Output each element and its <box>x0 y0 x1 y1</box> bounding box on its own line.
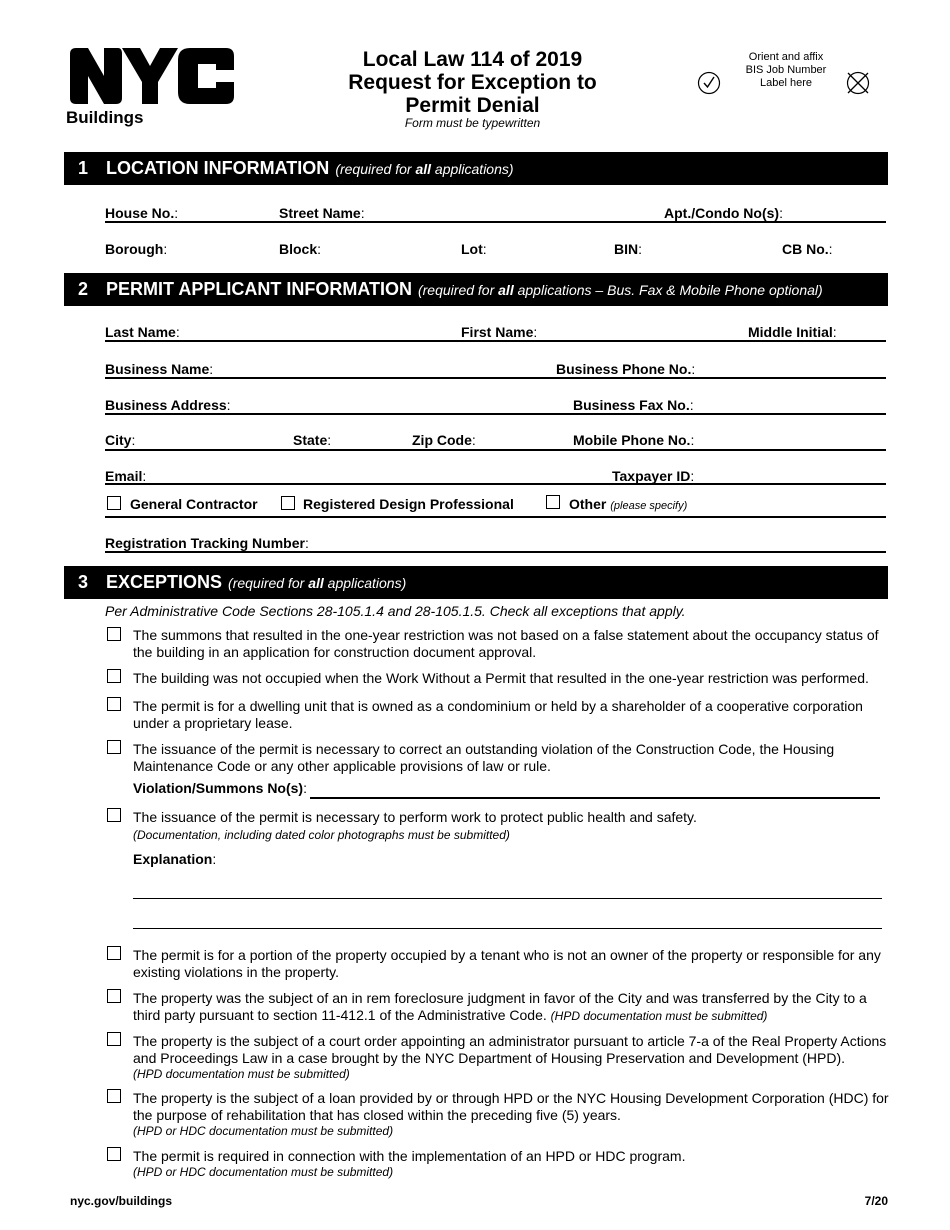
business-fax-label: Business Fax No.: <box>573 397 694 413</box>
explanation-label: Explanation: <box>133 851 217 867</box>
form-subtitle: Form must be typewritten <box>404 116 541 130</box>
exceptions-intro: Per Administrative Code Sections 28-105.1.4 and 28-105.1.5. Check all exceptions that apply. <box>105 603 686 619</box>
city-line[interactable] <box>105 449 886 451</box>
label-note-line: BIS Job Number <box>745 64 827 76</box>
zip-code-label: Zip Code: <box>412 432 476 448</box>
city-label: City: <box>105 432 136 448</box>
violation-summons-line[interactable] <box>310 797 880 799</box>
other-label: Other (please specify) <box>569 496 688 512</box>
general-contractor-label: General Contractor <box>130 496 258 512</box>
exception-4-text: The issuance of the permit is necessary to correct an outstanding violation of the Construction Code, the Housing Maintenance Code or any other applicable provisions of law or rule. <box>133 741 835 774</box>
name-line[interactable] <box>105 340 886 342</box>
contractor-type-line[interactable] <box>105 516 886 518</box>
exception-9-text: The property is the subject of a loan provided by or through HPD or the NYC Housing Development Corporation (HDC) for the purpose of rehabilitation that has closed within the preceding five (5) years. (HPD or HDC documentation must be submitted) <box>133 1090 889 1138</box>
exception-3-text: The permit is for a dwelling unit that is owned as a condominium or held by a shareholder of a cooperative corporation under a proprietary lease. <box>133 698 863 731</box>
rdp-checkbox[interactable] <box>281 496 295 510</box>
page-number: 7/20 <box>864 1194 888 1208</box>
title-line-1: Local Law 114 of 2019 <box>362 48 583 71</box>
section-number: 2 <box>77 279 88 299</box>
registration-label: Registration Tracking Number: <box>105 535 309 551</box>
apt-condo-label: Apt./Condo No(s): <box>664 205 783 221</box>
business-phone-label: Business Phone No.: <box>556 361 696 377</box>
exception-7-text: The property was the subject of an in rem foreclosure judgment in favor of the City and was transferred by the City to a third party pursuant to section 11-412.1 of the Administrative Code. (HPD documentation must be submitted) <box>133 990 867 1023</box>
exception-8-checkbox[interactable] <box>107 1032 121 1046</box>
exception-10-text: The permit is required in connection with the implementation of an HPD or HDC program. (HPD or HDC documentation must be submitted) <box>133 1148 686 1179</box>
footer-url[interactable]: nyc.gov/buildings <box>70 1194 173 1208</box>
taxpayer-id-label: Taxpayer ID: <box>612 468 695 484</box>
trademark-text: NYC <box>230 48 241 54</box>
house-no-label: House No.: <box>105 205 179 221</box>
exception-3-checkbox[interactable] <box>107 697 121 711</box>
borough-label: Borough: <box>105 241 168 257</box>
business-name-label: Business Name: <box>105 361 214 377</box>
email-label: Email: <box>105 468 147 484</box>
title-line-2: Request for Exception to <box>348 71 597 94</box>
exception-2-checkbox[interactable] <box>107 669 121 683</box>
exception-2-text: The building was not occupied when the Work Without a Permit that resulted in the one-year restriction was performed. <box>133 670 869 686</box>
cb-no-label: CB No.: <box>782 241 833 257</box>
rdp-label: Registered Design Professional <box>303 496 514 512</box>
block-label: Block: <box>279 241 322 257</box>
first-name-label: First Name: <box>461 324 538 340</box>
registration-line[interactable] <box>105 551 886 553</box>
location-line-1[interactable] <box>105 221 886 223</box>
other-checkbox[interactable] <box>546 495 560 509</box>
section-note: (required for all applications) <box>228 574 407 591</box>
business-name-line[interactable] <box>105 377 886 379</box>
form-title <box>330 48 615 117</box>
middle-initial-label: Middle Initial: <box>748 324 837 340</box>
section-3-header <box>64 566 888 599</box>
label-note-line: Orient and affix <box>748 51 824 63</box>
email-line[interactable] <box>105 483 886 485</box>
exception-9-checkbox[interactable] <box>107 1089 121 1103</box>
violation-summons-label: Violation/Summons No(s): <box>133 780 307 796</box>
section-2-header <box>64 273 888 306</box>
section-note: (required for all applications – Bus. Fax & Mobile Phone optional) <box>417 281 823 298</box>
exception-1-checkbox[interactable] <box>107 627 121 641</box>
title-line-3: Permit Denial <box>405 94 540 117</box>
exception-6-checkbox[interactable] <box>107 946 121 960</box>
exception-5-text: The issuance of the permit is necessary to perform work to protect public health and safety. <box>133 809 697 825</box>
general-contractor-checkbox[interactable] <box>107 496 121 510</box>
business-address-line[interactable] <box>105 413 886 415</box>
prohibited-icon <box>845 70 871 96</box>
exception-5-checkbox[interactable] <box>107 808 121 822</box>
business-address-label: Business Address: <box>105 397 231 413</box>
check-circle-icon <box>697 71 721 95</box>
exception-8-text: The property is the subject of a court order appointing an administrator pursuant to article 7-a of the Real Property Actions and Proceedings Law in a case brought by the NYC Department of Housing Preservation and Development (HPD). (HPD documentation must be submitted) <box>133 1033 887 1081</box>
section-title: LOCATION INFORMATION <box>106 158 330 178</box>
nyc-logo <box>66 46 241 106</box>
label-note-line: Label here <box>760 77 812 89</box>
exception-4-checkbox[interactable] <box>107 740 121 754</box>
section-title: PERMIT APPLICANT INFORMATION <box>106 279 412 299</box>
bin-label: BIN: <box>614 241 643 257</box>
section-note: (required for all applications) <box>335 160 514 177</box>
logo-subtitle: Buildings <box>66 108 144 127</box>
section-title: EXCEPTIONS <box>106 572 223 592</box>
section-number: 1 <box>77 158 88 178</box>
mobile-phone-label: Mobile Phone No.: <box>573 432 695 448</box>
explanation-line-1[interactable] <box>133 898 882 899</box>
exception-6-text: The permit is for a portion of the property occupied by a tenant who is not an owner of the property or responsible for any existing violations in the property. <box>133 947 881 980</box>
exception-10-checkbox[interactable] <box>107 1147 121 1161</box>
lot-label: Lot: <box>461 241 487 257</box>
exception-7-checkbox[interactable] <box>107 989 121 1003</box>
section-number: 3 <box>77 572 88 592</box>
exception-1-text: The summons that resulted in the one-year restriction was not based on a false statement about the occupancy status of the building in an application for construction document approval. <box>133 627 879 660</box>
label-instruction <box>736 51 836 90</box>
exception-5-note: (Documentation, including dated color photographs must be submitted) <box>133 828 510 842</box>
section-1-header <box>64 152 888 185</box>
explanation-line-2[interactable] <box>133 928 882 929</box>
state-label: State: <box>293 432 332 448</box>
last-name-label: Last Name: <box>105 324 180 340</box>
street-name-label: Street Name: <box>279 205 365 221</box>
